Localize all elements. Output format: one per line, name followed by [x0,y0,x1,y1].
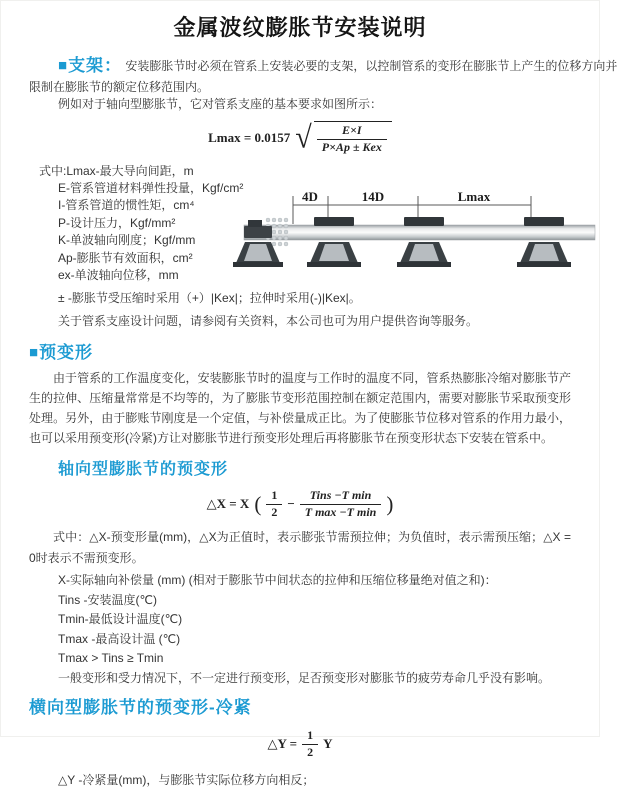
axial-subheading: 轴向型膨胀节的预变形 [58,460,229,478]
definition-item: X-实际轴向补偿量 (mm) (相对于膨胀节中间状态的拉伸和压缩位移量绝对值之和)： [58,573,497,588]
half-numerator: 1 [302,729,318,745]
definition-item: Ap-膨胀节有效面积，cm² [58,250,193,265]
minus-operator: − [287,495,295,511]
definition-item: Tmin-最低设计温度(℃) [58,612,183,627]
half-denominator: 2 [271,504,278,519]
definition-item: Tins -安装温度(℃) [58,592,158,607]
definition-item: 式中:Lmax-最大导向间距，m [39,163,194,178]
section-bullet-icon: ■ [58,56,68,74]
definition-item: P-设计压力，Kgf/mm² [58,215,176,230]
formula-lateral-coldpull [1,729,599,760]
half-numerator: 1 [266,489,282,505]
axial-definitions [1,571,599,688]
close-paren: ) [386,491,394,516]
open-paren: ( [254,491,262,516]
definition-item: Tmax > Tins ≥ Tmin [58,651,164,666]
support-section-heading: 支架： [68,55,123,75]
definition-item: K-单波轴向刚度；Kgf/mm [58,233,196,248]
definition-item: ex-单波轴向位移，mm [58,268,179,283]
definition-item: E-管系管道材料弹性投量，Kgf/cm² [58,180,244,195]
definition-item: 一般变形和受力情况下，不一定进行预变形，足否预变形对膨胀节的疲劳寿命几乎没有影响。 [58,670,551,685]
definitions-block [1,163,599,331]
plusminus-rule-line: ± -膨胀节受压缩时采用（+）|Kex|；拉伸时采用(-)|Kex|。 [58,290,361,305]
formula-lmax-denominator: P×Ap ± Kex [321,140,382,155]
dim-label-lmax: Lmax [457,188,491,204]
guide-support-icon [397,217,451,267]
formula-lateral-prefix: △Y = [267,735,298,751]
support-intro-line1: 安装膨胀节时必须在管系上安装必要的支架，以控制管系的变形在膨胀节上产生的位移方向并 [125,58,617,73]
support-intro-line2: 限制在膨胀节的额定位移范围内。 [29,79,210,94]
lateral-subheading: 横向型膨胀节的预变形-冷紧 [29,698,252,718]
pipe-support-diagram [242,189,597,289]
predeform-heading-row [29,341,573,366]
formula-axial-predeform [1,489,599,520]
lateral-note: △Y -冷紧量(mm)，与膨胀节实际位移方向相反； [58,772,315,787]
support-example-line: 例如对于轴向型膨胀节，它对管系支座的基本要求如图所示： [58,96,383,111]
guide-support-icon [307,217,361,267]
consult-line: 关于管系支座设计问题，请参阅有关资料，本公司也可为用户提供咨询等服务。 [58,313,479,328]
section-bullet-icon: ■ [29,343,39,361]
formula-lmax-numerator: E×I [317,124,387,140]
formula-axial-prefix: △X = X [206,495,250,511]
temp-frac-denominator: T max −T min [304,504,377,519]
guide-support-icon [517,217,571,267]
predeform-section-heading: 预变形 [39,342,94,362]
definition-item: I-管系管道的惯性矩，cm⁴ [58,198,195,213]
formula-lateral-suffix: Y [323,735,333,751]
predeform-paragraph: 由于管系的工作温度变化，安装膨胀节时的温度与工作时的温度不同，管系热膨胀冷缩对膨胀节产生的拉伸、压缩量常常是不均等的，为了膨胀节变形范围控制在额定范围内，需要对膨胀节采取预变形处理。另外，由于膨账节刚度是一个定值，与补偿量成正比。为了使膨胀节位移对管系的作用力最小，也可以采用预变形(冷紧)方让对膨胀节进行预变形处理后再将膨胀节在预变形状态下安装在管系中。 [29,370,571,445]
pipe [244,225,595,240]
dim-label-14d: 14D [361,188,385,204]
definition-item: Tmax -最高设计温 (℃) [58,631,181,646]
temp-frac-numerator: Tins −T min [300,489,382,505]
support-section-intro [29,54,617,79]
axial-explain-paragraph: 式中：△X-预变形量(mm)，△X为正值时，表示膨张节需预拉伸；为负值时，表示需预压缩；△X = 0时表示不需预变形。 [29,530,571,566]
formula-lmax [1,121,599,155]
page-title: 金属波纹膨胀节安装说明 [173,15,427,40]
dim-label-4d: 4D [302,188,318,204]
sqrt-icon: √ [295,120,312,155]
half-denominator: 2 [307,744,314,759]
formula-lmax-lhs: Lmax = 0.0157 [208,129,291,145]
